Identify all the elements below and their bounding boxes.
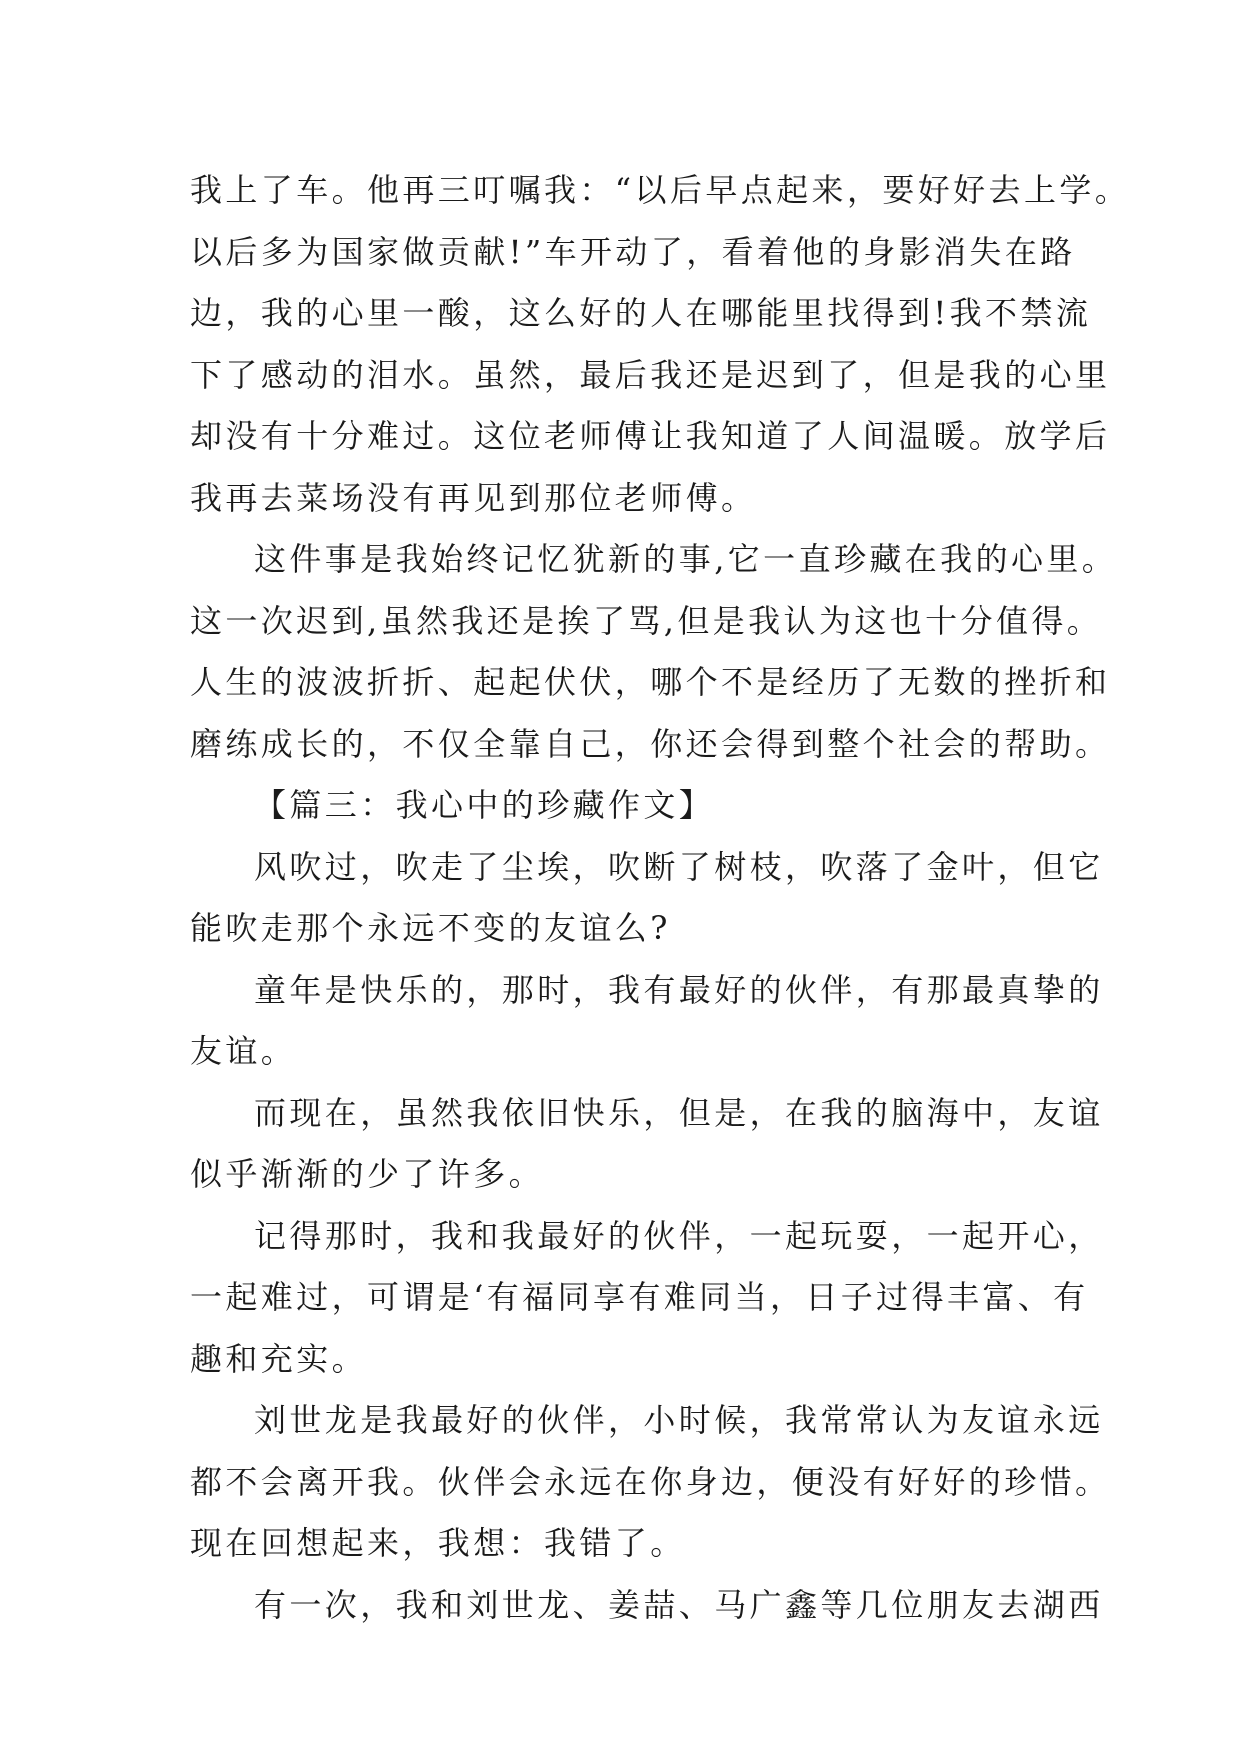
text-line: 我再去菜场没有再见到那位老师傅。 <box>190 478 757 517</box>
paragraph-first-line: 而现在，虽然我依旧快乐，但是，在我的脑海中，友谊 <box>254 1093 1104 1132</box>
section-heading: 【篇三：我心中的珍藏作文】 <box>254 786 715 824</box>
text-line: 磨练成长的，不仅全靠自己，你还会得到整个社会的帮助。 <box>190 724 1111 763</box>
text-line: 我上了车。他再三叮嘱我：“以后早点起来，要好好去上学。 <box>190 171 1131 209</box>
paragraph-first-line: 这件事是我始终记忆犹新的事,它一直珍藏在我的心里。 <box>254 540 1118 578</box>
text-line: 能吹走那个永远不变的友谊么? <box>190 909 671 947</box>
paragraph-first-line: 童年是快乐的，那时，我有最好的伙伴，有那最真挚的 <box>254 970 1104 1009</box>
text-line: 现在回想起来，我想：我错了。 <box>190 1524 686 1562</box>
document-body <box>190 160 1131 1636</box>
text-line: 似乎渐渐的少了许多。 <box>190 1155 545 1193</box>
text-line: 人生的波波折折、起起伏伏，哪个不是经历了无数的挫折和 <box>190 663 1111 701</box>
paragraph-first-line: 记得那时，我和我最好的伙伴，一起玩耍，一起开心， <box>254 1216 1104 1255</box>
paragraph-first-line: 风吹过，吹走了尘埃，吹断了树枝，吹落了金叶，但它 <box>254 847 1104 886</box>
paragraph-first-line: 刘世龙是我最好的伙伴，小时候，我常常认为友谊永远 <box>254 1401 1104 1439</box>
text-line: 友谊。 <box>190 1032 297 1070</box>
text-line: 这一次迟到,虽然我还是挨了骂,但是我认为这也十分值得。 <box>190 601 1103 640</box>
text-line: 以后多为国家做贡献!”车开动了，看着他的身影消失在路 <box>190 232 1076 271</box>
text-line: 都不会离开我。伙伴会永远在你身边，便没有好好的珍惜。 <box>190 1462 1111 1501</box>
text-line: 趣和充实。 <box>190 1339 368 1378</box>
text-line: 下了感动的泪水。虽然，最后我还是迟到了，但是我的心里 <box>190 355 1111 394</box>
text-line: 一起难过，可谓是‘有福同享有难同当，日子过得丰富、有 <box>190 1278 1089 1316</box>
text-line: 边，我的心里一酸，这么好的人在哪能里找得到!我不禁流 <box>190 294 1092 332</box>
text-line: 却没有十分难过。这位老师傅让我知道了人间温暖。放学后 <box>190 417 1111 455</box>
paragraph-first-line: 有一次，我和刘世龙、姜喆、马广鑫等几位朋友去湖西 <box>254 1585 1104 1624</box>
